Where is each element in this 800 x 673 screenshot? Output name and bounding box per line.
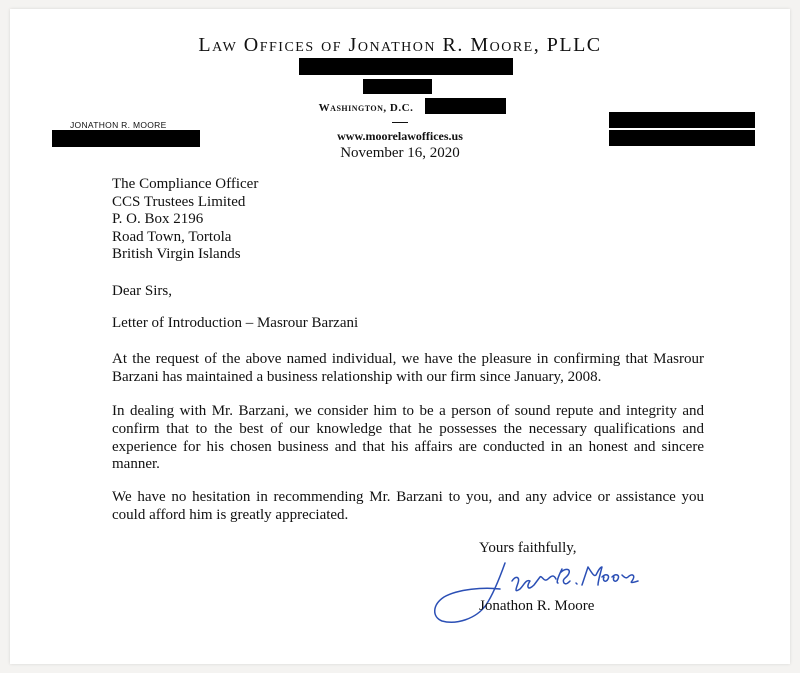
address-line: British Virgin Islands	[112, 246, 241, 263]
address-line: The Compliance Officer	[112, 176, 259, 192]
firm-name: Law Offices of Jonathon R. Moore, PLLC	[198, 34, 602, 56]
website-link: www.moorelawoffices.us	[337, 129, 463, 143]
redacted-contact-line-2	[609, 130, 755, 146]
signature-image	[430, 559, 650, 629]
redacted-attorney-info	[52, 130, 200, 147]
attorney-name: JONATHON R. MOORE	[70, 120, 167, 130]
salutation: Dear Sirs,	[112, 283, 172, 299]
redacted-address-line-1	[299, 58, 513, 75]
closing: Yours faithfully,	[479, 540, 577, 556]
paragraph: In dealing with Mr. Barzani, we consider him to be a person of sound repute and integrity and confirm that to the best of our knowledge that he possesses the necessary qualifications and experience for his chosen business and that his affairs are conducted in an honest and sincere manner.	[112, 403, 704, 473]
city-name: Washington, D.C.	[318, 102, 414, 114]
redacted-zip	[425, 98, 506, 114]
recipient-address	[112, 176, 258, 264]
letter-date: November 16, 2020	[340, 145, 460, 161]
address-line: Road Town, Tortola	[112, 228, 232, 245]
signature-stroke	[512, 576, 556, 591]
letter-page	[10, 9, 790, 664]
redacted-address-line-2	[363, 79, 432, 94]
subject-line: Letter of Introduction – Masrour Barzani	[112, 315, 359, 331]
signature-stroke	[576, 583, 577, 584]
signature-stroke	[582, 567, 638, 585]
signatory-name: Jonathon R. Moore	[479, 598, 595, 614]
letterhead-divider	[392, 122, 408, 123]
redacted-contact-line-1	[609, 112, 755, 128]
signature-stroke	[557, 569, 570, 584]
address-line: CCS Trustees Limited	[112, 193, 246, 210]
paragraph: We have no hesitation in recommending Mr. Barzani to you, and any advice or assistance you could afford him is greatly appreciated.	[112, 489, 704, 523]
address-line: P. O. Box 2196	[112, 211, 204, 228]
paragraph: At the request of the above named individual, we have the pleasure in confirming that Masrour Barzani has maintained a business relationship with our firm since January, 2008.	[112, 351, 704, 385]
